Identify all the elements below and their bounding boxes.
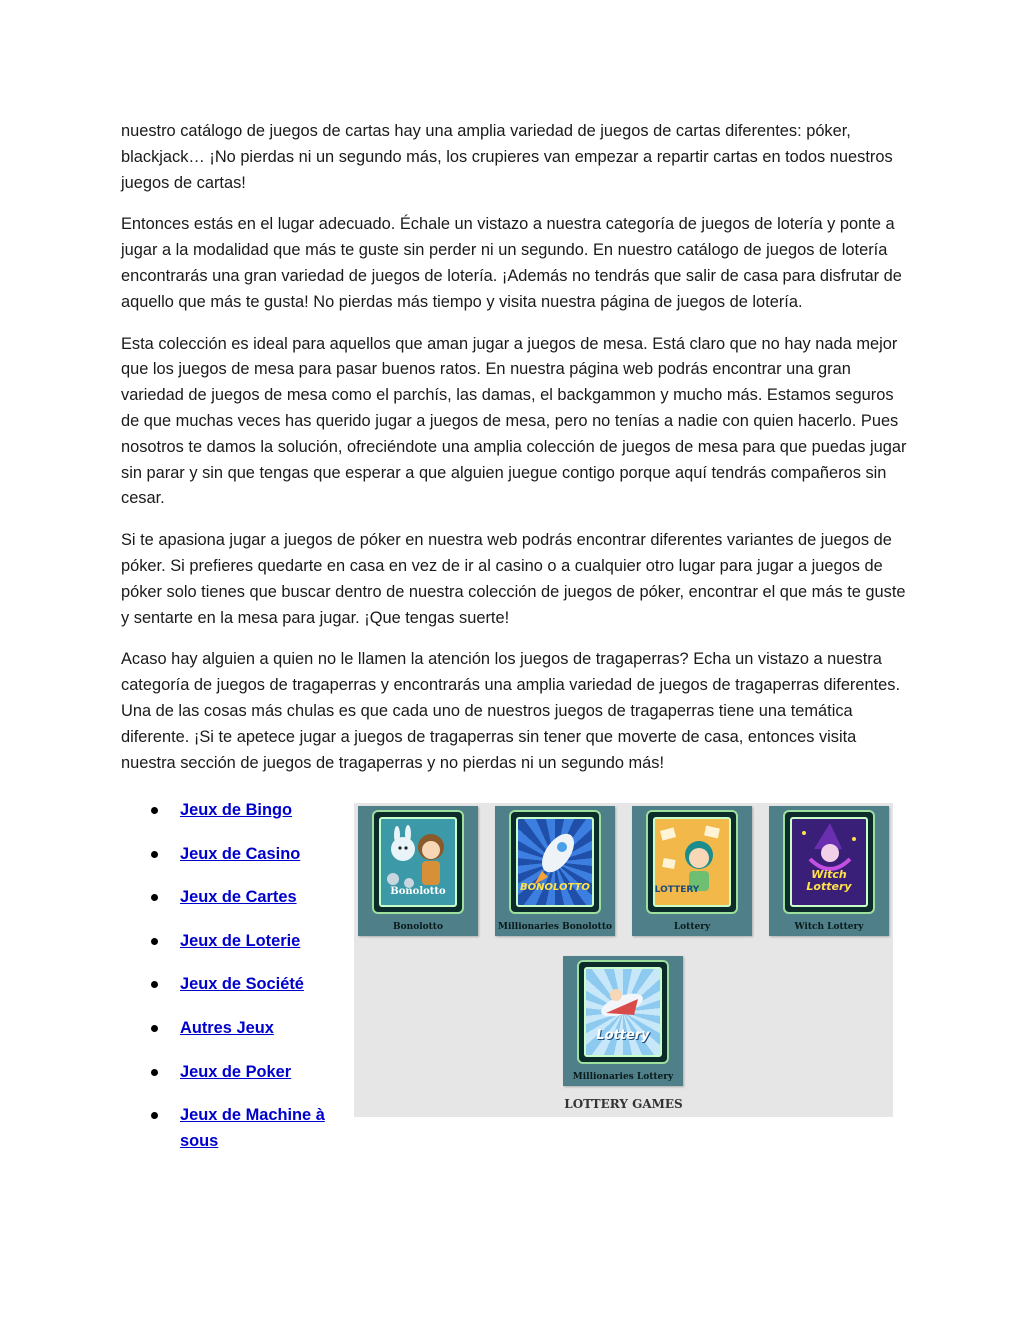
- rocket-icon: [516, 817, 594, 907]
- game-card-label: Lottery: [673, 922, 711, 932]
- list-item: [121, 928, 341, 954]
- game-card-bonolotto[interactable]: [358, 806, 478, 936]
- girl-and-bunny-icon: [379, 817, 457, 907]
- game-card-witch-lottery[interactable]: [769, 806, 889, 936]
- game-logo-text: Witch Lottery: [806, 868, 852, 893]
- link-jeux-de-loterie[interactable]: Jeux de Loterie: [180, 931, 301, 950]
- game-thumbnail[interactable]: [509, 810, 601, 914]
- link-jeux-de-casino[interactable]: Jeux de Casino: [180, 844, 301, 863]
- list-item: [121, 971, 341, 997]
- games-panel-title: LOTTERY GAMES: [564, 1097, 683, 1111]
- list-item: [121, 841, 341, 867]
- game-logo-text: LOTTERY: [654, 885, 700, 895]
- game-thumbnail[interactable]: [372, 810, 464, 914]
- paragraph-card-games: nuestro catálogo de juegos de cartas hay una amplia variedad de juegos de cartas diferentes: póker, blackjack… ¡No pierdas ni un segundo más, los crupieres van empezar a repartir cartas en todos nuestros juegos de cartas!: [121, 122, 893, 192]
- game-card-label: Bonolotto: [393, 922, 443, 932]
- game-logo-text: Lottery: [596, 1028, 650, 1043]
- link-jeux-de-poker[interactable]: Jeux de Poker: [180, 1062, 292, 1081]
- paragraph-lottery-games: Entonces estás en el lugar adecuado. Échale un vistazo a nuestra categoría de juegos de lotería y ponte a jugar a la modalidad que más te guste sin perder ni un segundo. En nuestro catálogo de juegos de lotería encontrarás una gran variedad de juegos de lotería. ¡Además no tendrás que salir de casa para disfrutar de aquello que más te gusta! No pierdas más tiempo y visita nuestra página de juegos de lotería.: [121, 215, 902, 311]
- paragraph-board-games: Esta colección es ideal para aquellos que aman jugar a juegos de mesa. Está claro que no hay nada mejor que los juegos de mesa para pasar buenos ratos. En nuestra página web podrás encontrar una gran variedad de juegos de mesa como el parchís, las damas, el backgammon y mucho más. Estamos seguros de que muchas veces has querido jugar a juegos de mesa, pero no tenías a nadie con quien hacerlo. Pues nosotros te damos la solución, ofreciéndote una amplia colección de juegos de mesa para que puedas jugar sin parar y sin que tengas que esperar a que alguien juegue contigo porque aquí tendrás compañeros sin cesar.: [121, 334, 907, 508]
- link-autres-jeux[interactable]: Autres Jeux: [180, 1018, 274, 1037]
- links-and-games: [121, 797, 911, 1177]
- list-item: [121, 1059, 341, 1085]
- game-thumbnail[interactable]: [783, 810, 875, 914]
- link-jeux-de-societe[interactable]: Jeux de Société: [180, 975, 304, 994]
- link-jeux-de-bingo[interactable]: Jeux de Bingo: [180, 801, 293, 819]
- game-card-label: Millionaries Lottery: [572, 1072, 674, 1082]
- game-card-label: Millionaries Bonolotto: [498, 922, 612, 932]
- witch-icon: [790, 817, 868, 907]
- document-body: [121, 119, 911, 792]
- link-jeux-de-machine-a-sous[interactable]: Jeux de Machine à sous: [180, 1106, 325, 1151]
- game-card-millionaries-lottery[interactable]: [563, 956, 683, 1086]
- lottery-games-panel: [354, 803, 893, 1117]
- game-thumbnail[interactable]: [577, 960, 669, 1064]
- game-card-label: Witch Lottery: [794, 922, 864, 932]
- list-item: [121, 797, 341, 823]
- paragraph-poker-games: Si te apasiona jugar a juegos de póker en nuestra web podrás encontrar diferentes variantes de juegos de póker. Si prefieres quedarte en casa en vez de ir al casino o a cualquier otro lugar para jugar a juegos de póker solo tienes que buscar dentro de nuestra colección de juegos de póker, encontrar el que más te guste y sentarte en la mesa para jugar. ¡Que tengas suerte!: [121, 531, 906, 627]
- game-card-lottery[interactable]: [632, 806, 752, 936]
- list-item: [121, 884, 341, 910]
- paragraph-slot-games: Acaso hay alguien a quien no le llamen la atención los juegos de tragaperras? Echa un vistazo a nuestra categoría de juegos de tragaperras y encontrarás una amplia variedad de juegos de tragaperras diferentes. Una de las cosas más chulas es que cada uno de nuestros juegos de tragaperras tiene una temática diferente. ¡Si te apetece jugar a juegos de tragaperras sin tener que moverte de casa, entonces visita nuestra sección de juegos de tragaperras y no pierdas ni un segundo más!: [121, 650, 901, 772]
- list-item: [121, 1015, 341, 1041]
- game-card-millionaries-bonolotto[interactable]: [495, 806, 615, 936]
- game-logo-text: Bonolotto: [390, 886, 446, 897]
- girl-with-tickets-icon: [653, 817, 731, 907]
- game-logo-text: BONOLOTTO: [520, 882, 590, 893]
- link-jeux-de-cartes[interactable]: Jeux de Cartes: [180, 888, 297, 907]
- list-item: [121, 1102, 341, 1154]
- plane-icon: [584, 967, 662, 1057]
- category-link-list: [121, 797, 341, 1172]
- game-thumbnail[interactable]: [646, 810, 738, 914]
